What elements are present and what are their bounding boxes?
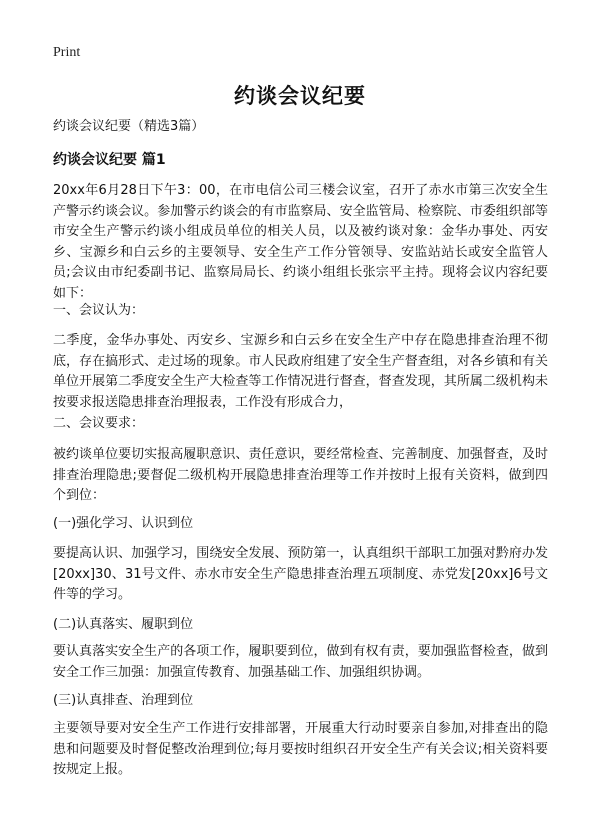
paragraph-findings: 二季度，金华办事处、丙安乡、宝源乡和白云乡在安全生产中存在隐患排查治理不彻底，存在搞形式、走过场的现象。市人民政府组建了安全生产督查组，对各乡镇和有关单位开展第二季度安全生产大检查等工作情况进行督查，督查发现，其所属二级机构未按要求报送隐患排查治理报表，工作没有形成合力， bbox=[53, 333, 548, 410]
document-subtitle: 约谈会议纪要（精选3篇） bbox=[53, 119, 205, 134]
paragraph-subheading-3: (三)认真排查、治理到位 bbox=[53, 693, 194, 708]
paragraph-implementation: 要认真落实安全生产的各项工作，履职要到位，做到有权有责，要加强监督检查，做到安全工作三加强：加强宣传教育、加强基础工作、加强组织协调。 bbox=[53, 644, 548, 680]
paragraph-requirements: 被约谈单位要切实报高履职意识、责任意识，要经常检查、完善制度、加强督查，及时排查治理隐患;要督促二级机构开展隐患排查治理等工作并按时上报有关资料，做到四个到位： bbox=[53, 447, 548, 503]
print-label[interactable]: Print bbox=[53, 45, 81, 60]
paragraph-intro: 20xx年6月28日下午3：00，在市电信公司三楼会议室，召开了赤水市第三次安全生产警示约谈会议。参加警示约谈会的有市监察局、安全监管局、检察院、市委组织部等市安全生产警示约谈小组成员单位的相关人员，以及被约谈对象：金华办事处、丙安乡、宝源乡和白云乡的主要领导、安全生产工作分管领导、安监站站长或安全监管人员;会议由市纪委副书记、监察局局长、约谈小组组长张宗平主持。现将会议内容纪要如下： bbox=[53, 183, 548, 301]
document-title: 约谈会议纪要 bbox=[234, 84, 366, 108]
section-heading: 约谈会议纪要 篇1 bbox=[53, 152, 166, 168]
paragraph-heading-1: 一、会议认为： bbox=[53, 303, 145, 318]
paragraph-study: 要提高认识、加强学习，围绕安全发展、预防第一，认真组织干部职工加强对黔府办发[20xx]30、31号文件、赤水市安全生产隐患排查治理五项制度、赤党发[20xx]6号文件等的学习。 bbox=[53, 546, 548, 602]
paragraph-heading-2: 二、会议要求： bbox=[53, 416, 145, 431]
paragraph-subheading-2: (二)认真落实、履职到位 bbox=[53, 617, 194, 632]
paragraph-subheading-1: (一)强化学习、认识到位 bbox=[53, 516, 194, 531]
paragraph-inspection: 主要领导要对安全生产工作进行安排部署，开展重大行动时要亲自参加,对排查出的隐患和问题要及时督促整改治理到位;每月要按时组织召开安全生产有关会议;相关资料要按规定上报。 bbox=[53, 721, 548, 777]
